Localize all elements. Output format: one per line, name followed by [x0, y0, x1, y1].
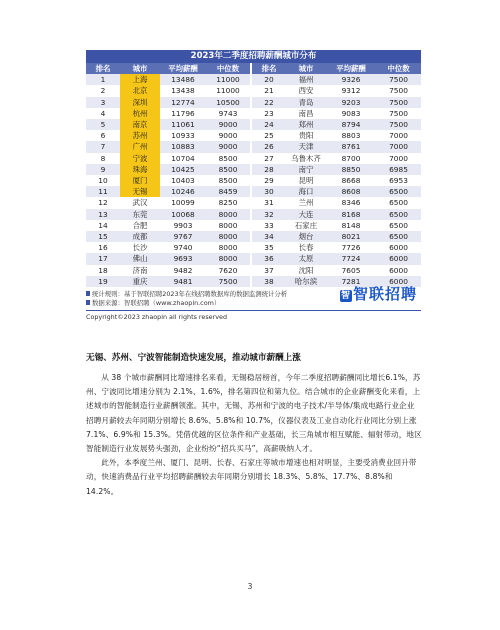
- cell-city: 烟台: [286, 231, 326, 242]
- cell-avg-salary: 11061: [160, 119, 206, 130]
- cell-city: 北京: [120, 85, 160, 96]
- cell-avg-salary: 10704: [160, 153, 206, 164]
- cell-avg-salary: 13486: [160, 74, 206, 85]
- cell-median: 8500: [206, 175, 250, 186]
- cell-rank: 6: [86, 130, 120, 141]
- table-row: [86, 186, 421, 197]
- cell-avg-salary: 8148: [326, 220, 376, 231]
- cell-median: 7500: [376, 74, 421, 85]
- cell-avg-salary: 8700: [326, 153, 376, 164]
- cell-rank: 21: [252, 85, 286, 96]
- cell-rank: 18: [86, 265, 120, 276]
- cell-median: 11000: [206, 74, 250, 85]
- cell-avg-salary: 8346: [326, 197, 376, 208]
- cell-city: 乌鲁木齐: [286, 153, 326, 164]
- table-header-row: [86, 63, 421, 74]
- cell-rank: 25: [252, 130, 286, 141]
- cell-rank: 26: [252, 141, 286, 152]
- cell-median: 6000: [376, 276, 421, 287]
- stat-rule-text: 统计规则：基于智联招聘2023年在线招聘数据库的数据监测统计分析: [92, 290, 288, 299]
- cell-median: 7500: [376, 85, 421, 96]
- cell-avg-salary: 8608: [326, 186, 376, 197]
- cell-median: 8000: [206, 253, 250, 264]
- table-row: [86, 220, 421, 231]
- cell-city: 上海: [120, 74, 160, 85]
- col-header-rank: 排名: [86, 63, 120, 74]
- cell-median: 6000: [376, 265, 421, 276]
- cell-rank: 10: [86, 175, 120, 186]
- col-header-avg-salary: 平均薪酬: [326, 63, 376, 74]
- cell-city: 哈尔滨: [286, 276, 326, 287]
- cell-median: 8500: [206, 153, 250, 164]
- cell-city: 福州: [286, 74, 326, 85]
- table-title: 2023年二季度招聘薪酬城市分布: [86, 50, 421, 63]
- col-header-avg-salary: 平均薪酬: [160, 63, 206, 74]
- cell-city: 南京: [120, 119, 160, 130]
- cell-avg-salary: 12774: [160, 97, 206, 108]
- cell-rank: 33: [252, 220, 286, 231]
- cell-avg-salary: 10883: [160, 141, 206, 152]
- salary-table-block: [86, 50, 421, 321]
- cell-rank: 12: [86, 197, 120, 208]
- col-header-median: 中位数: [376, 63, 421, 74]
- cell-median: 8250: [206, 197, 250, 208]
- cell-rank: 17: [86, 253, 120, 264]
- cell-city: 厦门: [120, 175, 160, 186]
- cell-rank: 13: [86, 209, 120, 220]
- cell-city: 宁波: [120, 153, 160, 164]
- col-header-median: 中位数: [206, 63, 250, 74]
- cell-median: 8000: [206, 220, 250, 231]
- cell-avg-salary: 7726: [326, 242, 376, 253]
- cell-avg-salary: 8761: [326, 141, 376, 152]
- table-row: [86, 97, 421, 108]
- cell-rank: 15: [86, 231, 120, 242]
- cell-median: 6500: [376, 197, 421, 208]
- salary-table: [86, 63, 421, 287]
- table-row: [86, 209, 421, 220]
- cell-city: 珠海: [120, 164, 160, 175]
- cell-city: 天津: [286, 141, 326, 152]
- table-row: [86, 85, 421, 96]
- cell-median: 6000: [376, 242, 421, 253]
- cell-median: 9000: [206, 119, 250, 130]
- cell-median: 6500: [376, 209, 421, 220]
- cell-median: 6985: [376, 164, 421, 175]
- cell-median: 8000: [206, 231, 250, 242]
- cell-median: 11000: [206, 85, 250, 96]
- cell-city: 南宁: [286, 164, 326, 175]
- cell-rank: 3: [86, 97, 120, 108]
- cell-avg-salary: 13438: [160, 85, 206, 96]
- cell-median: 7500: [376, 119, 421, 130]
- cell-city: 贵阳: [286, 130, 326, 141]
- cell-rank: 23: [252, 108, 286, 119]
- cell-city: 深圳: [120, 97, 160, 108]
- table-row: [86, 141, 421, 152]
- logo-text: 智联招聘: [352, 285, 417, 304]
- section-heading: 无锡、苏州、宁波智能制造快速发展，推动城市薪酬上涨: [86, 353, 301, 363]
- cell-rank: 11: [86, 186, 120, 197]
- table-row: [86, 253, 421, 264]
- cell-avg-salary: 9312: [326, 85, 376, 96]
- cell-median: 9000: [206, 130, 250, 141]
- logo-mark-icon: 智: [340, 291, 351, 302]
- cell-city: 郑州: [286, 119, 326, 130]
- cell-median: 6500: [376, 231, 421, 242]
- cell-median: 6953: [376, 175, 421, 186]
- cell-rank: 9: [86, 164, 120, 175]
- cell-rank: 20: [252, 74, 286, 85]
- cell-median: 9000: [206, 141, 250, 152]
- cell-rank: 8: [86, 153, 120, 164]
- cell-median: 7000: [376, 130, 421, 141]
- col-header-rank: 排名: [252, 63, 286, 74]
- cell-rank: 30: [252, 186, 286, 197]
- cell-avg-salary: 11796: [160, 108, 206, 119]
- page-number: 3: [247, 582, 253, 591]
- cell-rank: 5: [86, 119, 120, 130]
- cell-avg-salary: 9326: [326, 74, 376, 85]
- table-row: [86, 153, 421, 164]
- cell-city: 武汉: [120, 197, 160, 208]
- cell-city: 大连: [286, 209, 326, 220]
- table-row: [86, 265, 421, 276]
- cell-avg-salary: 8803: [326, 130, 376, 141]
- cell-city: 杭州: [120, 108, 160, 119]
- cell-avg-salary: 8168: [326, 209, 376, 220]
- cell-city: 太原: [286, 253, 326, 264]
- cell-rank: 34: [252, 231, 286, 242]
- cell-city: 成都: [120, 231, 160, 242]
- cell-city: 济南: [120, 265, 160, 276]
- cell-rank: 4: [86, 108, 120, 119]
- cell-avg-salary: 10068: [160, 209, 206, 220]
- article-section: [86, 351, 422, 499]
- cell-avg-salary: 9767: [160, 231, 206, 242]
- table-row: [86, 164, 421, 175]
- cell-rank: 36: [252, 253, 286, 264]
- cell-median: 7500: [376, 108, 421, 119]
- cell-median: 8000: [206, 242, 250, 253]
- cell-median: 8000: [206, 209, 250, 220]
- cell-rank: 2: [86, 85, 120, 96]
- cell-avg-salary: 7605: [326, 265, 376, 276]
- bullet-marker: [86, 300, 90, 305]
- table-row: [86, 197, 421, 208]
- col-header-city: 城市: [120, 63, 160, 74]
- cell-rank: 37: [252, 265, 286, 276]
- cell-avg-salary: 7724: [326, 253, 376, 264]
- cell-city: 无锡: [120, 186, 160, 197]
- cell-city: 南昌: [286, 108, 326, 119]
- cell-city: 昆明: [286, 175, 326, 186]
- cell-rank: 1: [86, 74, 120, 85]
- table-row: [86, 175, 421, 186]
- cell-city: 石家庄: [286, 220, 326, 231]
- cell-city: 兰州: [286, 197, 326, 208]
- cell-city: 海口: [286, 186, 326, 197]
- article-paragraph: 从 38 个城市薪酬同比增速排名来看，无锡稳居榜首，今年二季度招聘薪酬同比增长6.1%，苏州、宁波同比增速分别为 2.1%、1.6%，排名第四位和第九位。结合城市的企业薪酬变化来看，上述城市的智能制造行业薪酬领涨。其中，无锡、苏州和宁波的电子技术/半导体/集成电路行业企业招聘月薪较去年同期分别增长 8.6%、5.8%和 10.7%，仪器仪表及工业自动化行业同比分别上涨 7.1%、6.9%和 15.3%。凭借优越的区位条件和产业基础，长三角城市相互赋能、辐射带动，地区智能制造行业发展势头强劲，企业纷纷“招兵买马”，高薪吸纳人才。: [86, 373, 422, 454]
- cell-rank: 28: [252, 164, 286, 175]
- article-paragraph: 此外，本季度兰州、厦门、昆明、长春、石家庄等城市增速也相对明显，主要受消费业回升带动，快速消费品行业平均招聘薪酬较去年同期分别增长 18.3%、5.8%、17.7%、8.8%和 14.2%。: [86, 458, 417, 496]
- cell-avg-salary: 8794: [326, 119, 376, 130]
- cell-median: 6500: [376, 220, 421, 231]
- table-row: [86, 108, 421, 119]
- cell-rank: 14: [86, 220, 120, 231]
- cell-city: 重庆: [120, 276, 160, 287]
- cell-city: 沈阳: [286, 265, 326, 276]
- cell-avg-salary: 9903: [160, 220, 206, 231]
- cell-median: 8459: [206, 186, 250, 197]
- cell-median: 9743: [206, 108, 250, 119]
- cell-rank: 31: [252, 197, 286, 208]
- table-row: [86, 231, 421, 242]
- cell-avg-salary: 9482: [160, 265, 206, 276]
- cell-median: 7000: [376, 153, 421, 164]
- cell-rank: 35: [252, 242, 286, 253]
- cell-median: 6500: [376, 186, 421, 197]
- cell-median: 7500: [206, 276, 250, 287]
- cell-avg-salary: 8021: [326, 231, 376, 242]
- cell-city: 东莞: [120, 209, 160, 220]
- data-source-text: 数据来源：智联招聘（www.zhaopin.com）: [92, 299, 221, 308]
- cell-avg-salary: 10933: [160, 130, 206, 141]
- table-row: [86, 119, 421, 130]
- cell-rank: 19: [86, 276, 120, 287]
- cell-rank: 27: [252, 153, 286, 164]
- cell-city: 西安: [286, 85, 326, 96]
- cell-avg-salary: 9740: [160, 242, 206, 253]
- table-row: [86, 130, 421, 141]
- cell-avg-salary: 9693: [160, 253, 206, 264]
- cell-avg-salary: 9083: [326, 108, 376, 119]
- cell-median: 10500: [206, 97, 250, 108]
- table-body: [86, 74, 421, 287]
- cell-rank: 38: [252, 276, 286, 287]
- cell-median: 7000: [376, 141, 421, 152]
- bullet-marker: [86, 291, 90, 296]
- cell-rank: 29: [252, 175, 286, 186]
- cell-city: 青岛: [286, 97, 326, 108]
- cell-median: 6000: [376, 253, 421, 264]
- cell-avg-salary: 8850: [326, 164, 376, 175]
- col-header-city: 城市: [286, 63, 326, 74]
- cell-city: 长沙: [120, 242, 160, 253]
- cell-city: 佛山: [120, 253, 160, 264]
- cell-avg-salary: 8668: [326, 175, 376, 186]
- table-row: [86, 242, 421, 253]
- cell-median: 7620: [206, 265, 250, 276]
- cell-avg-salary: 10099: [160, 197, 206, 208]
- zhaopin-logo: [340, 283, 417, 304]
- cell-city: 合肥: [120, 220, 160, 231]
- cell-avg-salary: 7281: [326, 276, 376, 287]
- copyright-text: Copyright©2023 zhaopin all rights reserved: [86, 313, 228, 322]
- cell-rank: 16: [86, 242, 120, 253]
- cell-rank: 7: [86, 141, 120, 152]
- cell-avg-salary: 10403: [160, 175, 206, 186]
- cell-avg-salary: 10246: [160, 186, 206, 197]
- cell-median: 7500: [376, 97, 421, 108]
- cell-avg-salary: 10425: [160, 164, 206, 175]
- cell-city: 苏州: [120, 130, 160, 141]
- cell-avg-salary: 9481: [160, 276, 206, 287]
- cell-city: 长春: [286, 242, 326, 253]
- cell-city: 广州: [120, 141, 160, 152]
- cell-rank: 32: [252, 209, 286, 220]
- cell-rank: 22: [252, 97, 286, 108]
- table-row: [86, 74, 421, 85]
- cell-avg-salary: 9203: [326, 97, 376, 108]
- cell-rank: 24: [252, 119, 286, 130]
- cell-median: 8500: [206, 164, 250, 175]
